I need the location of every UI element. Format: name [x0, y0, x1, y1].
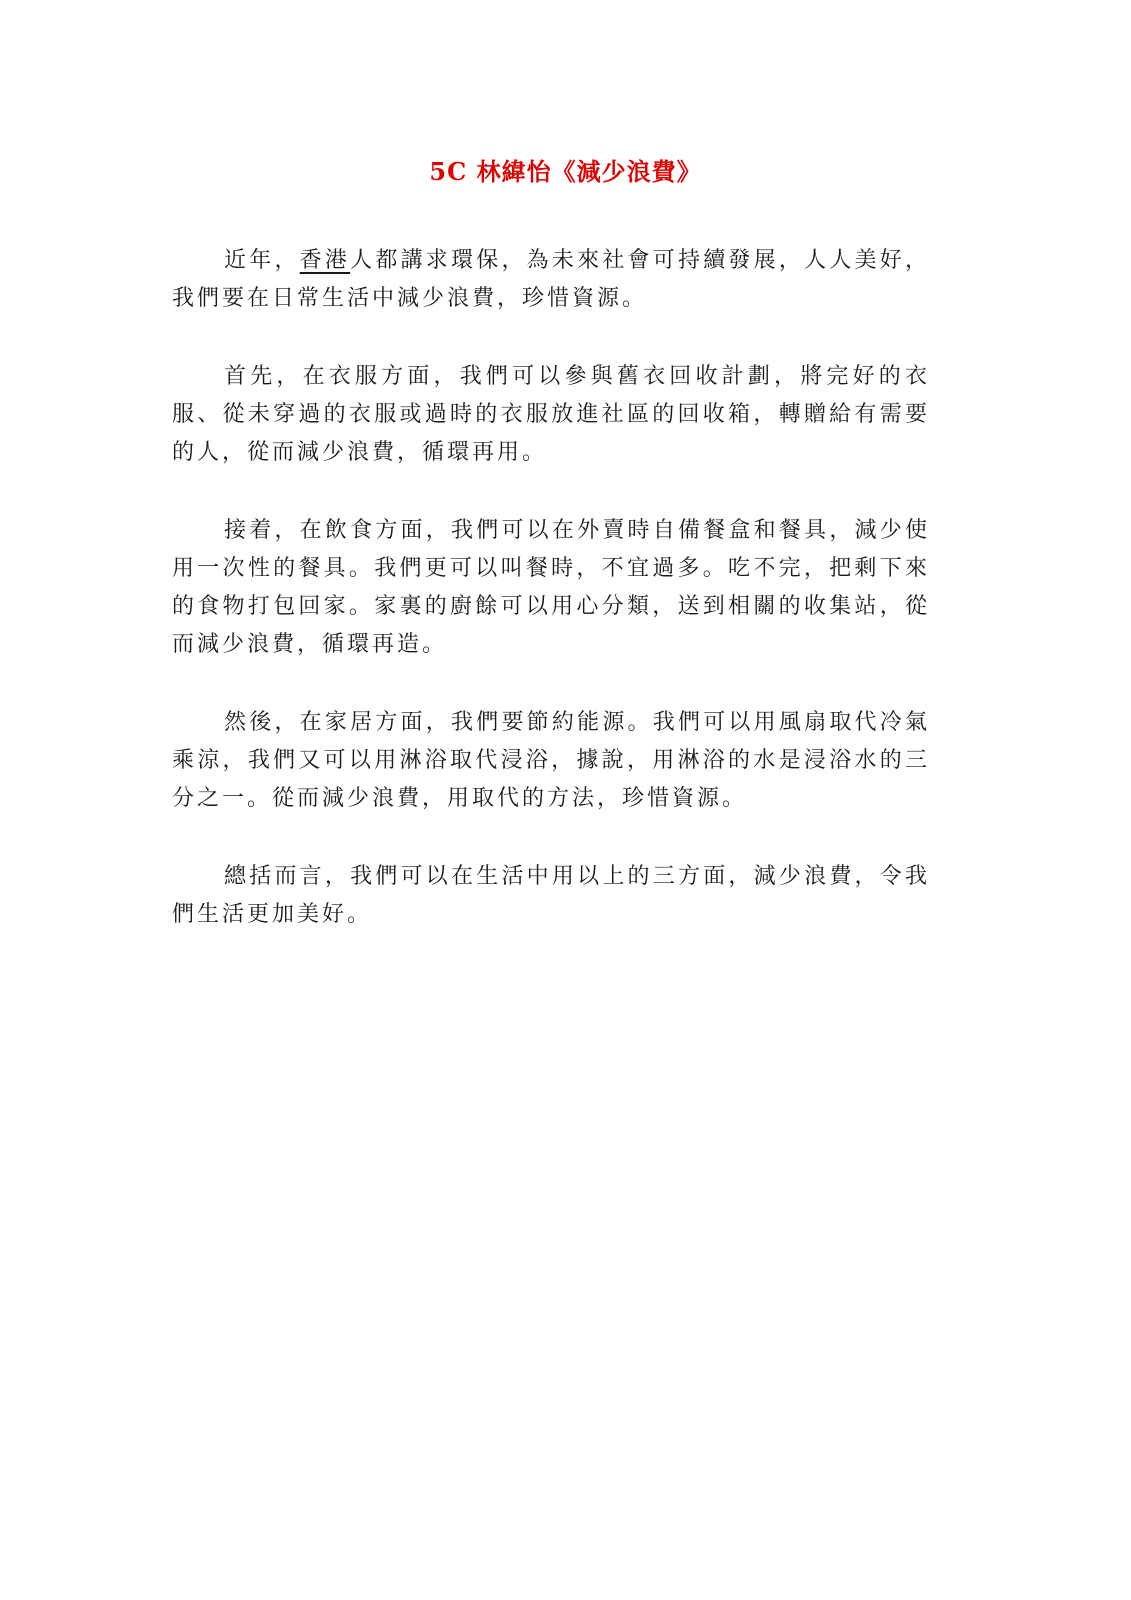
intro-text-after: 人都講求環保，為未來社會可持續發展，人人美好，我們要在日常生活中減少浪費，珍惜資源。	[172, 248, 930, 311]
essay-body	[172, 242, 930, 974]
proper-noun-underlined: 香港	[299, 248, 351, 273]
paragraph-food: 接着，在飲食方面，我們可以在外賣時自備餐盒和餐具，減少使用一次性的餐具。我們更可以叫餐時，不宜過多。吃不完，把剩下來的食物打包回家。家裏的廚餘可以用心分類，送到相關的收集站，從而減少浪費，循環再造。	[172, 518, 930, 657]
intro-text-before: 近年，	[224, 248, 300, 273]
paragraph-intro	[172, 242, 930, 318]
paragraph-clothing: 首先，在衣服方面，我們可以參與舊衣回收計劃，將完好的衣服、從未穿過的衣服或過時的衣服放進社區的回收箱，轉贈給有需要的人，從而減少浪費，循環再用。	[172, 364, 930, 465]
paragraph-conclusion: 總括而言，我們可以在生活中用以上的三方面，減少浪費，令我們生活更加美好。	[172, 864, 930, 927]
essay-title: 5C 林緯怡《減少浪費》	[429, 157, 702, 186]
paragraph-home: 然後，在家居方面，我們要節約能源。我們可以用風扇取代冷氣乘涼，我們又可以用淋浴取代浸浴，據說，用淋浴的水是浸浴水的三分之一。從而減少浪費，用取代的方法，珍惜資源。	[172, 710, 930, 811]
